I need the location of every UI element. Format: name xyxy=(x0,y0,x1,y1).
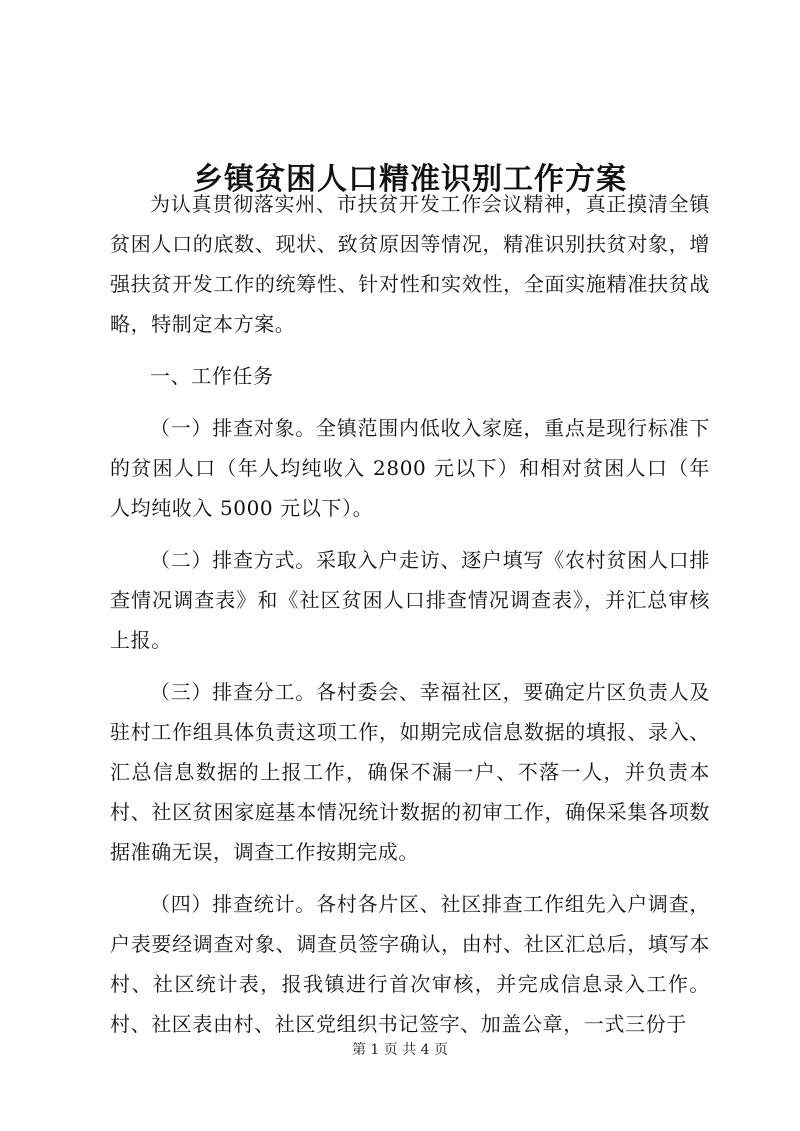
document-body xyxy=(110,184,710,1056)
section-heading-work-tasks: 一、工作任务 xyxy=(150,364,274,388)
item-investigation-division: （三）排查分工。各村委会、幸福社区，要确定片区负责人及驻村工作组具体负责这项工作，如期完成信息数据的填报、录入、汇总信息数据的上报工作，确保不漏一户、不落一人，并负责本村、社区贫困家庭基本情况统计数据的初审工作，确保采集各项数据准确无误，调查工作按期完成。 xyxy=(110,680,710,864)
page-number-footer: 第 1 页 共 4 页 xyxy=(351,1042,449,1058)
item-investigation-statistics: （四）排查统计。各村各片区、社区排查工作组先入户调查，户表要经调查对象、调查员签字确认，由村、社区汇总后，填写本村、社区统计表，报我镇进行首次审核，并完成信息录入工作。村、社区表由村、社区党组织书记签字、加盖公章，一式三份于 xyxy=(110,892,710,1036)
item-investigation-method: （二）排查方式。采取入户走访、逐户填写《农村贫困人口排查情况调查表》和《社区贫困人口排查情况调查表》，并汇总审核上报。 xyxy=(110,548,710,652)
item-investigation-targets: （一）排查对象。全镇范围内低收入家庭，重点是现行标准下的贫困人口（年人均纯收入 2800 元以下）和相对贫困人口（年人均纯收入 5000 元以下）。 xyxy=(110,416,710,520)
intro-paragraph: 为认真贯彻落实州、市扶贫开发工作会议精神，真正摸清全镇贫困人口的底数、现状、致贫原因等情况，精准识别扶贫对象，增强扶贫开发工作的统筹性、针对性和实效性，全面实施精准扶贫战略，特制定本方案。 xyxy=(110,192,710,336)
document-title: 乡镇贫困人口精准识别工作方案 xyxy=(193,162,627,198)
